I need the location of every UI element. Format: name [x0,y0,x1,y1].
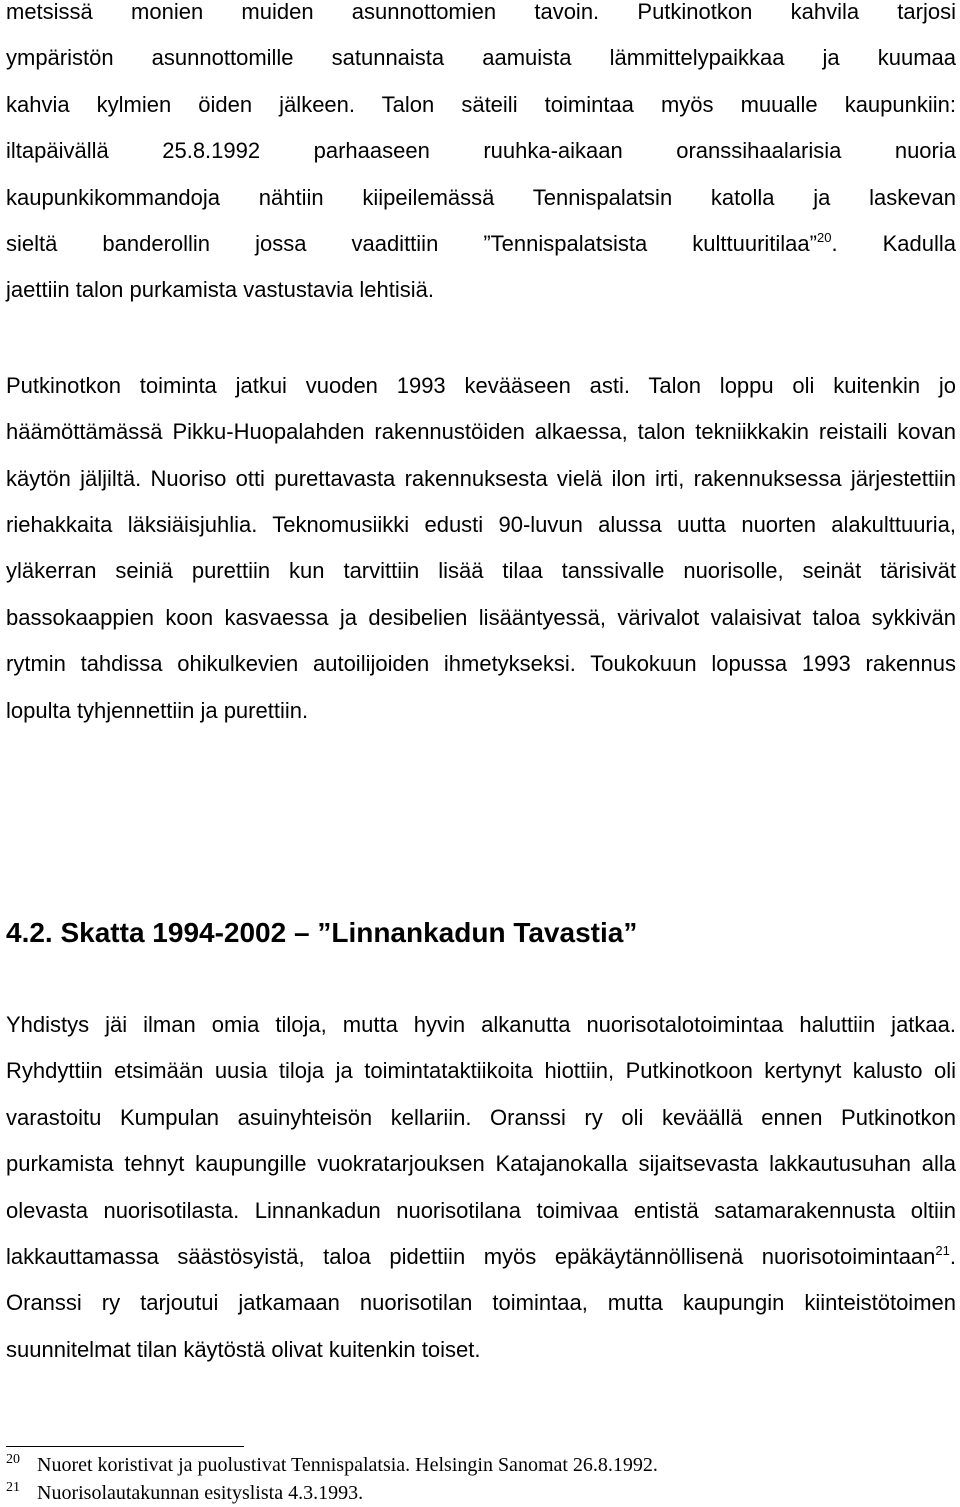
footnote-number: 20 [6,1452,20,1467]
footnote-ref-20: 20 [816,230,832,246]
paragraph-text: sieltä banderollin jossa vaadittiin ”Tennispalatsista kulttuuritilaa” [6,231,817,257]
paragraph-line [6,221,956,267]
footnote-21 [6,1479,956,1507]
paragraph-text: . Oranssi ry tarjoutui jatkamaan nuorisotilan toimintaa, mutta kaupungin kiinteistötoimen suunnitelmat tilan käytöstä olivat kuitenkin toiset. [6,1244,956,1362]
section-heading: 4.2. Skatta 1994-2002 – ”Linnankadun Tavastia” [6,917,638,948]
footnotes [6,1451,956,1507]
paragraph-text: . Kadulla [831,231,956,257]
paragraph-putkinotko-cafe [6,0,956,314]
paragraph-line: jaettiin talon purkamista vastustavia lehtisiä. [6,277,434,303]
footnote-text: Nuoret koristivat ja puolustivat Tennispalatsia. Helsingin Sanomat 26.8.1992. [37,1454,658,1476]
document-page [6,0,956,1504]
footnote-20 [6,1451,956,1479]
footnote-text: Nuorisolautakunnan esityslista 4.3.1993. [37,1482,364,1504]
paragraph-putkinotko-end: Putkinotkon toiminta jatkui vuoden 1993 kevääseen asti. Talon loppu oli kuitenkin jo häämöttämässä Pikku-Huopalahden rakennustöiden alkaessa, talon tekniikkakin reistaili kovan käytön jäljiltä. Nuoriso otti purettavasta rakennuksesta vielä ilon irti, rakennuksessa järjestettiin riehakkaita läksiäisjuhlia. Teknomusiikki edusti 90-luvun alussa uutta nuorten alakulttuuria, yläkerran seiniä purettiin kun tarvittiin lisää tilaa tanssivalle nuorisolle, seinät tärisivät bassokaappien koon kasvaessa ja desibelien lisääntyessä, värivalot valaisivat taloa sykkivän rytmin tahdissa ohikulkevien autoilijoiden ihmetykseksi. Toukokuun lopussa 1993 rakennus lopulta tyhjennettiin ja purettiin. [6,372,956,723]
paragraph-line: iltapäivällä 25.8.1992 parhaaseen ruuhka-aikaan oranssihaalarisia nuoria [6,138,956,164]
paragraph-line: ympäristön asunnottomille satunnaista aamuista lämmittelypaikkaa ja kuumaa [6,45,956,71]
paragraph-skatta [6,1002,956,1373]
paragraph-line: kahvia kylmien öiden jälkeen. Talon säteili toimintaa myös muualle kaupunkiin: [6,91,956,117]
paragraph-line: kaupunkikommandoja nähtiin kiipeilemässä Tennispalatsin katolla ja laskevan [6,184,956,210]
paragraph-line: metsissä monien muiden asunnottomien tavoin. Putkinotkon kahvila tarjosi [6,0,956,24]
footnote-separator [6,1446,244,1447]
paragraph-text: Yhdistys jäi ilman omia tiloja, mutta hyvin alkanutta nuorisotalotoimintaa haluttiin jatkaa. Ryhdyttiin etsimään uusia tiloja ja toimintataktiikoita hiottiin, Putkinotkoon kertynyt kalusto oli varastoitu Kumpulan asuinyhteisön kellariin. Oranssi ry oli keväällä ennen Putkinotkon purkamista tehnyt kaupungille vuokratarjouksen Katajanokalla sijaitsevasta lakkautusuhan alla olevasta nuorisotilasta. Linnankadun nuorisotilana toimivaa entistä satamarakennusta oltiin lakkauttamassa säästösyistä, taloa pidettiin myös epäkäytännöllisenä nuorisotoimintaan [6,1012,956,1270]
footnote-ref-21: 21 [935,1243,950,1259]
footnote-number: 21 [6,1480,20,1495]
